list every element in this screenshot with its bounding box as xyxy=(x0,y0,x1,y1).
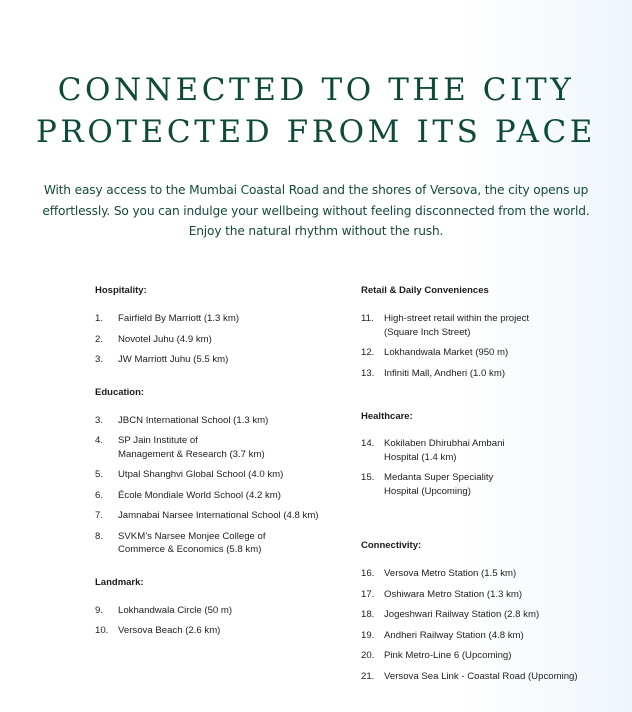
item-number: 1. xyxy=(95,313,104,324)
item-number: 20. xyxy=(361,650,375,661)
list-item xyxy=(95,468,345,482)
item-text: Andheri Railway Station (4.8 km) xyxy=(384,629,524,641)
item-text: Lokhandwala Circle (50 m) xyxy=(118,604,233,616)
item-number: 19. xyxy=(361,629,375,641)
item-text: Versova Beach (2.6 km) xyxy=(118,625,221,636)
landmark-list xyxy=(95,604,345,638)
title-line-1: CONNECTED TO THE CITY xyxy=(57,72,575,108)
education-list xyxy=(95,414,345,557)
item-number: 5. xyxy=(95,469,104,480)
section-hospitality xyxy=(95,285,345,367)
list-item xyxy=(361,670,591,684)
list-item xyxy=(361,649,591,663)
section-education xyxy=(95,387,345,557)
section-heading: Connectivity: xyxy=(361,540,422,551)
item-text: SVKM’s Narsee Monjee College of Commerce & Economics (5.8 km) xyxy=(118,530,266,555)
item-number: 11. xyxy=(361,313,374,324)
section-heading: Education: xyxy=(95,386,145,398)
item-number: 7. xyxy=(95,510,104,521)
list-item xyxy=(361,437,591,464)
item-text: Medanta Super Speciality Hospital (Upcoming) xyxy=(384,472,494,497)
healthcare-list xyxy=(361,437,591,498)
item-text: JW Marriott Juhu (5.5 km) xyxy=(118,354,229,365)
section-retail xyxy=(361,285,591,380)
section-heading: Healthcare: xyxy=(361,411,413,422)
intro-paragraph: With easy access to the Mumbai Coastal Road and the shores of Versova, the city opens up effortlessly. So you can indulge your wellbeing without feeling disconnected from the world. Enjoy the natural rhythm without the rush. xyxy=(42,183,590,238)
item-number: 17. xyxy=(361,588,375,600)
item-text: Jogeshwari Railway Station (2.8 km) xyxy=(384,609,540,620)
section-heading: Landmark: xyxy=(95,576,144,588)
item-number: 3. xyxy=(95,414,104,426)
item-text: Oshiwara Metro Station (1.3 km) xyxy=(384,588,523,600)
list-item xyxy=(95,624,345,638)
item-number: 9. xyxy=(95,604,104,616)
list-item xyxy=(361,567,591,581)
section-heading: Hospitality: xyxy=(95,285,147,296)
item-text: Versova Sea Link - Coastal Road (Upcoming) xyxy=(384,670,578,682)
item-number: 3. xyxy=(95,354,104,365)
item-text: Lokhandwala Market (950 m) xyxy=(384,347,509,358)
item-text: SP Jain Institute of Management & Research (3.7 km) xyxy=(118,435,265,460)
section-landmark xyxy=(95,577,345,638)
item-text: Fairfield By Marriott (1.3 km) xyxy=(118,313,240,324)
item-text: High-street retail within the project (Square Inch Street) xyxy=(384,313,530,338)
item-text: JBCN International School (1.3 km) xyxy=(118,414,269,426)
list-item xyxy=(361,471,591,498)
left-column xyxy=(95,285,345,638)
list-item xyxy=(95,434,345,461)
item-number: 10. xyxy=(95,625,109,636)
item-number: 6. xyxy=(95,489,104,501)
connectivity-list xyxy=(361,567,591,683)
list-item xyxy=(361,346,591,360)
list-item xyxy=(95,509,345,523)
item-text: Pink Metro-Line 6 (Upcoming) xyxy=(384,650,512,661)
list-item xyxy=(361,588,591,602)
section-healthcare xyxy=(361,411,591,498)
item-number: 2. xyxy=(95,333,104,345)
section-connectivity xyxy=(361,540,591,683)
right-column xyxy=(361,285,591,683)
item-number: 8. xyxy=(95,530,104,542)
section-heading: Retail & Daily Conveniences xyxy=(361,285,489,296)
page-title xyxy=(0,69,632,153)
item-number: 12. xyxy=(361,347,375,358)
item-text: Infiniti Mall, Andheri (1.0 km) xyxy=(384,367,506,379)
list-item xyxy=(361,608,591,622)
list-item xyxy=(361,367,591,381)
retail-list xyxy=(361,312,591,380)
list-item xyxy=(95,333,345,347)
item-text: Versova Metro Station (1.5 km) xyxy=(384,568,517,579)
item-number: 15. xyxy=(361,472,375,483)
item-number: 21. xyxy=(361,670,375,682)
item-number: 16. xyxy=(361,568,375,579)
item-number: 13. xyxy=(361,367,375,379)
list-item xyxy=(95,530,345,557)
item-number: 14. xyxy=(361,438,375,449)
list-item xyxy=(361,312,591,339)
item-text: Kokilaben Dhirubhai Ambani Hospital (1.4 km) xyxy=(384,438,505,463)
list-item xyxy=(95,312,345,326)
list-item xyxy=(95,353,345,367)
list-item xyxy=(95,604,345,618)
title-line-2: PROTECTED FROM ITS PACE xyxy=(35,114,597,150)
item-number: 4. xyxy=(95,435,104,446)
list-item xyxy=(361,629,591,643)
item-number: 18. xyxy=(361,609,375,620)
item-text: Jamnabai Narsee International School (4.8 km) xyxy=(118,510,319,521)
item-text: École Mondiale World School (4.2 km) xyxy=(118,489,281,501)
item-text: Novotel Juhu (4.9 km) xyxy=(118,333,212,345)
item-text: Utpal Shanghvi Global School (4.0 km) xyxy=(118,469,284,480)
hospitality-list xyxy=(95,312,345,367)
list-item xyxy=(95,489,345,503)
list-item xyxy=(95,414,345,428)
